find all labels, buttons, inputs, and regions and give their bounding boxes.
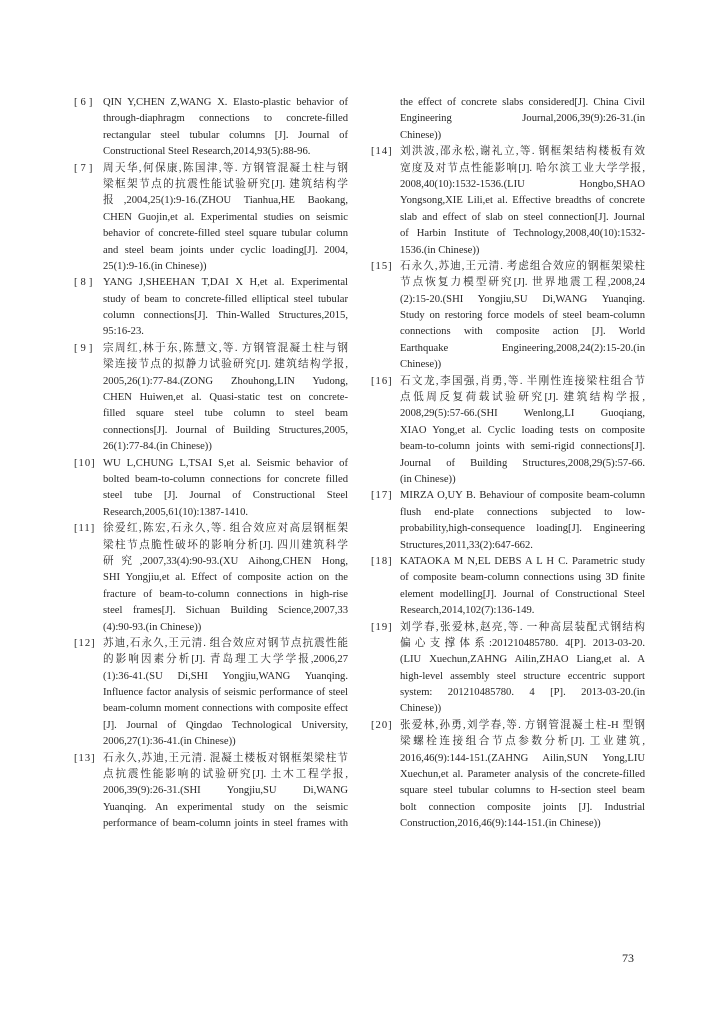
reference-number: [18]: [371, 555, 393, 567]
reference-line: 周天华,何保康,陈国津,等. 方钢管混凝土柱与钢: [103, 162, 348, 174]
reference-line: Research,2005,61(10):1387-1410.: [103, 506, 249, 518]
reference-line: (LIU Xuechun,ZAHNG Ailin,ZHAO Liang,et al. A: [400, 654, 645, 666]
reference-line: 偏心支撑体系:201210485780. 4[P]. 2013-03-20.: [400, 637, 645, 649]
reference-line: 石永久,苏迪,王元清. 考虑组合效应的钢框架梁柱: [400, 260, 645, 272]
reference-line: 张爱林,孙勇,刘学春,等. 方钢管混凝土柱-H 型钢: [400, 719, 645, 731]
reference-number: [10]: [74, 457, 96, 469]
reference-number: [9]: [74, 342, 96, 354]
reference-line: [J]. Journal of Qingdao Technological University,: [103, 719, 348, 731]
reference-line: bolted beam-to-column connections for concrete filled: [103, 473, 348, 485]
reference-number: [20]: [371, 719, 393, 731]
reference-line: the effect of concrete slabs considered[J]. China Civil: [400, 97, 645, 108]
reference-number: [14]: [371, 146, 393, 158]
reference-line: element modelling[J]. Journal of Constructional Steel: [400, 588, 645, 600]
reference-line: MIRZA O,UY B. Behaviour of composite beam-column: [400, 490, 645, 502]
reference-line: rectangular steel tubular columns [J]. Journal of: [103, 129, 348, 141]
reference-line: (in Chinese)): [400, 473, 456, 485]
reference-line: Chinese)): [400, 129, 442, 141]
reference-line: 26(1):77-84.(in Chinese)): [103, 441, 212, 453]
reference-number: [12]: [74, 637, 96, 649]
reference-line: Yongsong,XIE Lili,et al. Effective breadths of concrete: [400, 195, 645, 207]
reference-entry: [371, 95, 646, 144]
reference-line: behavior of concrete-filled steel square tubular column: [103, 228, 348, 240]
reference-line: QIN Y,CHEN Z,WANG X. Elasto-plastic behavior of: [103, 97, 348, 108]
reference-entry: [74, 95, 349, 161]
reference-entry: [371, 144, 646, 259]
reference-line: steel tube [J]. Journal of Constructional Steel: [103, 490, 348, 502]
reference-line: Research,2014,102(7):136-149.: [400, 605, 535, 617]
reference-line: fracture of beam-to-column connections in high-rise: [103, 588, 348, 600]
reference-line: Constructional Steel Research,2014,93(5):88-96.: [103, 146, 311, 158]
reference-line: beam-to-column joints with semi-rigid connections[J].: [400, 441, 645, 453]
reference-entry: [371, 259, 646, 374]
reference-line: 1536.(in Chinese)): [400, 244, 480, 256]
reference-line: Study on restoring force models of steel beam-column: [400, 310, 645, 322]
reference-line: of Harbin Institute of Technology,2008,40(10):1532-: [400, 228, 645, 240]
reference-entry: [371, 374, 646, 489]
reference-line: Construction,2016,46(9):144-151.(in Chinese)): [400, 818, 601, 830]
reference-line: study of beam to concrete-filled elliptical steel tubular: [103, 293, 348, 305]
reference-line: Chinese)): [400, 703, 442, 715]
reference-line: probability,high-consequence loading[J]. Engineering: [400, 523, 645, 535]
reference-line: 点低周反复荷载试验研究[J]. 建筑结构学报,: [400, 392, 645, 404]
reference-line: system: 201210485780. 4 [P]. 2013-03-20.(in: [400, 687, 645, 699]
reference-line: through-diaphragm connections to concrete-filled: [103, 113, 348, 125]
reference-line: 报,2004,25(1):9-16.(ZHOU Tianhua,HE Baokang,: [103, 195, 348, 207]
reference-entry: [371, 554, 646, 620]
reference-number: [6]: [74, 97, 96, 108]
reference-line: column connections[J]. Thin-Walled Structures,2015,: [103, 310, 348, 322]
reference-number: [15]: [371, 260, 393, 272]
reference-entry: [74, 521, 349, 636]
right-column: [371, 95, 646, 833]
reference-line: 2006,27(1):36-41.(in Chinese)): [103, 736, 236, 748]
reference-line: connections[J]. Journal of Building Structures,2005,: [103, 424, 348, 436]
reference-number: [13]: [74, 752, 96, 764]
reference-line: high-level assembly steel structure eccentric support: [400, 670, 645, 682]
reference-line: 刘洪波,邵永松,谢礼立,等. 钢框架结构楼板有效: [400, 146, 645, 158]
left-column: [74, 95, 349, 833]
reference-line: 徐爱红,陈宏,石永久,等. 组合效应对高层钢框架: [103, 523, 348, 535]
reference-line: bolt connection composite joints [J]. Industrial: [400, 801, 645, 813]
reference-line: 节点恢复力模型研究[J]. 世界地震工程,2008,24: [400, 277, 645, 289]
reference-line: steel frames[J]. Sichuan Building Science,2007,33: [103, 605, 348, 617]
reference-line: 95:16-23.: [103, 326, 144, 338]
reference-line: 的影响因素分析[J]. 青岛理工大学学报,2006,27: [103, 654, 348, 666]
reference-line: filled square steel tube column to steel beam: [103, 408, 348, 420]
reference-line: Yuanqing. An experimental study on the seismic: [103, 801, 348, 813]
reference-entry: [371, 718, 646, 833]
reference-entry: [74, 275, 349, 341]
reference-entry: [74, 636, 349, 751]
reference-line: 石文龙,李国强,肖勇,等. 半刚性连接梁柱组合节: [400, 375, 645, 387]
reference-number: [19]: [371, 621, 393, 633]
reference-number: [11]: [74, 523, 96, 535]
reference-number: [17]: [371, 490, 393, 502]
reference-line: square steel tubular columns to H-section steel beam: [400, 785, 645, 797]
reference-line: WU L,CHUNG L,TSAI S,et al. Seismic behavior of: [103, 457, 348, 469]
reference-line: beam-column moment connections with composite effect: [103, 703, 348, 715]
reference-line: slab and effect of slab on steel connection[J]. Journal: [400, 211, 645, 223]
reference-line: KATAOKA M N,EL DEBS A L H C. Parametric study: [400, 555, 645, 567]
reference-line: Influence factor analysis of seismic performance of steel: [103, 687, 348, 699]
reference-entry: [74, 751, 349, 833]
reference-line: 2006,39(9):26-31.(SHI Yongjiu,SU Di,WANG: [103, 785, 348, 797]
reference-entry: [371, 620, 646, 718]
reference-line: 2008,40(10):1532-1536.(LIU Hongbo,SHAO: [400, 178, 645, 190]
reference-line: Chinese)): [400, 359, 442, 371]
reference-line: 2005,26(1):77-84.(ZONG Zhouhong,LIN Yudong,: [103, 375, 348, 387]
reference-line: 2016,46(9):144-151.(ZAHNG Ailin,SUN Yong,LIU: [400, 752, 645, 764]
reference-line: Journal of Building Structures,2008,29(5):57-66.: [400, 457, 645, 469]
reference-line: flush end-plate connections subjected to low-: [400, 506, 645, 518]
reference-line: 点抗震性能影响的试验研究[J]. 土木工程学报,: [103, 769, 348, 781]
reference-number: [8]: [74, 277, 96, 289]
reference-line: 苏迪,石永久,王元清. 组合效应对钢节点抗震性能: [103, 637, 348, 649]
reference-line: 梁螺栓连接组合节点参数分析[J]. 工业建筑,: [400, 736, 645, 748]
reference-line: (4):90-93.(in Chinese)): [103, 621, 202, 633]
reference-line: connections with composite action [J]. World: [400, 326, 645, 338]
reference-line: 25(1):9-16.(in Chinese)): [103, 260, 207, 272]
reference-line: CHEN Guojin,et al. Experimental studies on seismic: [103, 211, 348, 223]
reference-line: Engineering Journal,2006,39(9):26-31.(in: [400, 113, 645, 125]
reference-line: 梁连接节点的拟静力试验研究[J]. 建筑结构学报,: [103, 359, 348, 371]
reference-line: (1):36-41.(SU Di,SHI Yongjiu,WANG Yuanqing.: [103, 670, 348, 682]
reference-line: (2):15-20.(SHI Yongjiu,SU Di,WANG Yuanqing.: [400, 293, 645, 305]
reference-entry: [74, 456, 349, 522]
reference-line: of composite beam-column connections using 3D finite: [400, 572, 645, 584]
reference-line: 2008,29(5):57-66.(SHI Wenlong,LI Guoqiang,: [400, 408, 645, 420]
reference-line: and steel beam joints under cyclic loading[J]. 2004,: [103, 244, 348, 256]
page-number: 73: [622, 951, 634, 965]
reference-line: XIAO Yong,et al. Cyclic loading tests on composite: [400, 424, 645, 436]
reference-line: SHI Yongjiu,et al. Effect of composite action on the: [103, 572, 348, 584]
reference-line: YANG J,SHEEHAN T,DAI X H,et al. Experimental: [103, 277, 348, 289]
reference-number: [16]: [371, 375, 393, 387]
reference-line: 梁框架节点的抗震性能试验研究[J]. 建筑结构学: [103, 178, 348, 190]
reference-line: 梁柱节点脆性破坏的影响分析[J]. 四川建筑科学: [103, 539, 348, 551]
reference-entry: [74, 161, 349, 276]
reference-line: CHEN Huiwen,et al. Quasi-static test on concrete-: [103, 392, 348, 404]
reference-entry: [371, 488, 646, 554]
reference-line: performance of beam-column joints in steel frames with: [103, 818, 348, 830]
reference-line: Earthquake Engineering,2008,24(2):15-20.(in: [400, 342, 645, 354]
reference-line: 刘学春,张爱林,赵亮,等. 一种高层装配式钢结构: [400, 621, 645, 633]
reference-line: 宽度及对节点性能影响[J]. 哈尔滨工业大学学报,: [400, 162, 645, 174]
reference-line: Xuechun,et al. Parameter analysis of the concrete-filled: [400, 769, 645, 781]
reference-line: 研究,2007,33(4):90-93.(XU Aihong,CHEN Hong,: [103, 555, 348, 567]
reference-number: [7]: [74, 162, 96, 174]
reference-line: 石永久,苏迪,王元清. 混凝土楼板对钢框架梁柱节: [103, 752, 348, 764]
reference-line: 宗周红,林于东,陈慧文,等. 方钢管混凝土柱与钢: [103, 342, 348, 354]
reference-entry: [74, 341, 349, 456]
reference-line: Structures,2011,33(2):647-662.: [400, 539, 533, 551]
